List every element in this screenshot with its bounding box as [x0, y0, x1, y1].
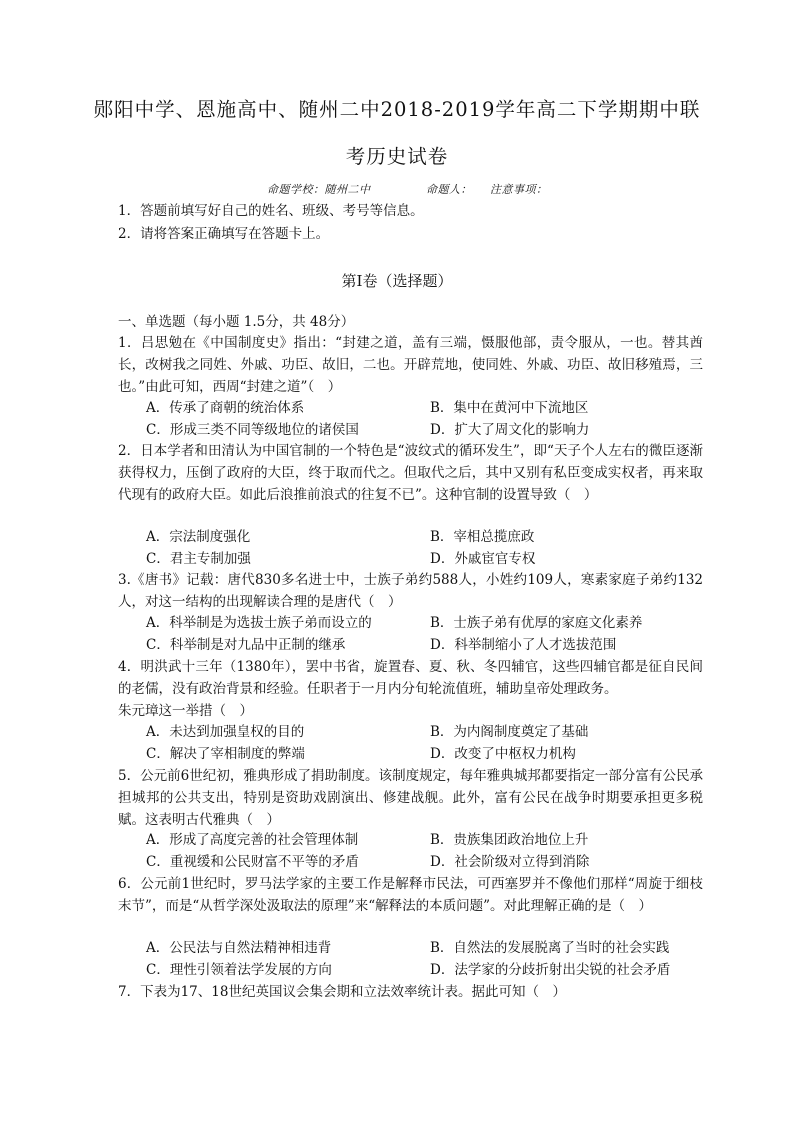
q4-option-a: A．未达到加强皇权的目的 [146, 724, 305, 740]
q1-option-d: D．扩大了周文化的影响力 [430, 422, 590, 438]
section-title: 第I卷（选择题） [341, 272, 453, 290]
q3-option-a: A．科举制是为选拔士族子弟而设立的 [146, 615, 372, 631]
q5-option-d: D．社会阶级对立得到消除 [430, 854, 590, 870]
question-4-stem-tail: 朱元璋这一举措（ ） [118, 703, 253, 719]
q6-option-d: D．法学家的分歧折射出尖锐的社会矛盾 [430, 962, 671, 978]
meta-notes: 注意事项： [490, 183, 548, 196]
q4-option-c: C．解决了宰相制度的弊端 [146, 746, 305, 762]
q5-option-c: C．重视缓和公民财富不平等的矛盾 [146, 854, 359, 870]
q2-option-d: D．外戚宦官专权 [430, 551, 536, 567]
q1-option-c: C．形成三类不同等级地位的诸侯国 [146, 422, 359, 438]
q6-option-b: B．自然法的发展脱离了当时的社会实践 [430, 940, 670, 956]
q2-option-a: A．宗法制度强化 [146, 529, 251, 545]
note-2: 2．请将答案正确填写在答题卡上。 [118, 226, 330, 242]
question-7-stem: 7．下表为17、18世纪英国议会集会期和立法效率统计表。据此可知（ ） [118, 984, 566, 1000]
note-1: 1．答题前填写好自己的姓名、班级、考号等信息。 [118, 203, 424, 219]
question-6-stem: 6．公元前1世纪时，罗马法学家的主要工作是解释市民法，可西塞罗并不像他们那样“周旋于细枝末节”，而是“从哲学深处汲取法的原理”来“解释法的本质问题”。对此理解正确的是（ ） [118, 876, 703, 914]
q4-option-b: B．为内阁制度奠定了基础 [430, 724, 589, 740]
q3-option-d: D．科举制缩小了人才选拔范围 [430, 637, 617, 653]
question-2-stem: 2．日本学者和田清认为中国官制的一个特色是“波纹式的循环发生”，即“天子个人左右的微臣逐渐获得权力，压倒了政府的大臣，终于取而代之。但取代之后，其中又别有私臣变成实权者，再来取代现有的政府大臣。如此后浪推前浪式的往复不已”。这种官制的设置导致（ ） [118, 443, 703, 503]
question-5-stem: 5．公元前6世纪初，雅典形成了捐助制度。该制度规定，每年雅典城邦都要指定一部分富有公民承担城邦的公共支出，特别是资助戏剧演出、修建战舰。此外，富有公民在战争时期要承担更多税赋。这表明古代雅典（ ） [118, 768, 703, 828]
q4-option-d: D．改变了中枢权力机构 [430, 746, 576, 762]
exam-title-line2: 考历史试卷 [345, 145, 449, 168]
q1-option-a: A．传承了商朝的统治体系 [146, 400, 305, 416]
q6-option-c: C．理性引领着法学发展的方向 [146, 962, 332, 978]
question-3-stem: 3.《唐书》记载：唐代830多名进士中，士族子弟约588人，小姓约109人，寒素家庭子弟约132人，对这一结构的出现解读合理的是唐代（ ） [118, 572, 703, 610]
q6-option-a: A．公民法与自然法精神相违背 [146, 940, 332, 956]
question-1-stem: 1．吕思勉在《中国制度史》指出：“封建之道，盖有三端，慑服他部，责令服从，一也。替其酋长，改树我之同姓、外戚、功臣、故旧，二也。开辟荒地，使同姓、外戚、功臣、故旧移殖焉，三也。”由此可知，西周“封建之道”（ ） [118, 335, 703, 395]
q2-option-b: B．宰相总揽庶政 [430, 529, 535, 545]
q3-option-b: B．士族子弟有优厚的家庭文化素养 [430, 615, 643, 631]
exam-title-line1: 郧阳中学、恩施高中、随州二中2018-2019学年高二下学期期中联 [93, 98, 701, 121]
part-title: 一、单选题（每小题 1.5分，共 48分） [118, 314, 355, 330]
q5-option-b: B．贵族集团政治地位上升 [430, 832, 589, 848]
meta-author: 命题人： [426, 183, 472, 196]
meta-school: 命题学校：随州二中 [267, 183, 371, 196]
q2-option-c: C．君主专制加强 [146, 551, 251, 567]
q1-option-b: B．集中在黄河中下流地区 [430, 400, 589, 416]
q3-option-c: C．科举制是对九品中正制的继承 [146, 637, 346, 653]
q5-option-a: A．形成了高度完善的社会管理体制 [146, 832, 359, 848]
question-4-stem: 4．明洪武十三年（1380年），罢中书省，旋置春、夏、秋、冬四辅官，这些四辅官都是征自民间的老儒，没有政治背景和经验。任职者于一月内分旬轮流值班，辅助皇帝处理政务。 [118, 659, 703, 697]
